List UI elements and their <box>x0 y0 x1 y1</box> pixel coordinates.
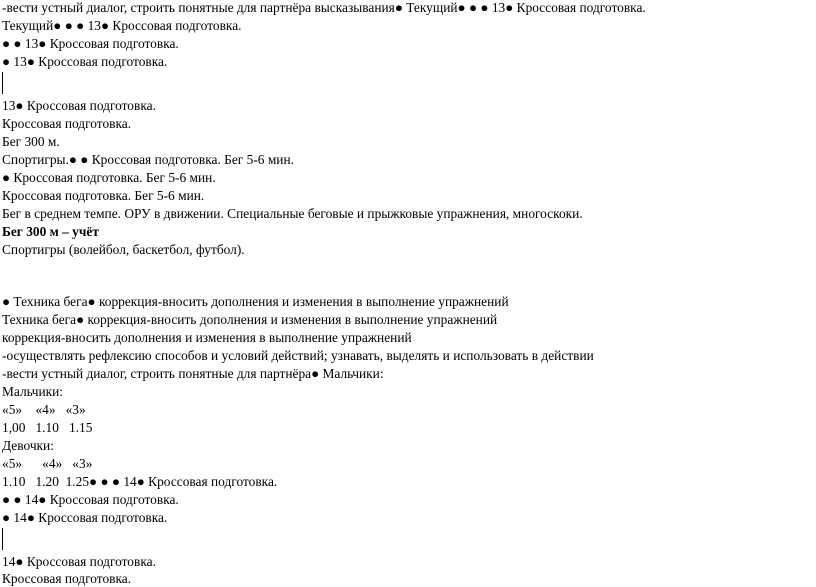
text-line: 14● Кроссовая подготовка. <box>2 554 156 569</box>
text-line: Бег 300 м. <box>2 134 60 149</box>
text-line: 13● Кроссовая подготовка. <box>2 98 156 113</box>
text-line: Спортигры.● ● Кроссовая подготовка. Бег 5-6 мин. <box>2 152 294 167</box>
text-line: ● 13● Кроссовая подготовка. <box>2 54 168 69</box>
text-line: ● 14● Кроссовая подготовка. <box>2 510 168 525</box>
text-line: Спортигры (волейбол, баскетбол, футбол). <box>2 242 245 257</box>
text-line: Текущий● ● ● 13● Кроссовая подготовка. <box>2 18 242 33</box>
text-cursor-bar <box>2 72 3 94</box>
text-cursor-bar <box>2 528 3 550</box>
text-line: ● Кроссовая подготовка. Бег 5-6 мин. <box>2 170 216 185</box>
text-line: -вести устный диалог, строить понятные для партнёра высказывания● Текущий● ● ● 13● Кроссовая подготовка. <box>2 0 646 15</box>
text-line: Кроссовая подготовка. <box>2 116 132 131</box>
text-line: Бег в среднем темпе. ОРУ в движении. Специальные беговые и прыжковые упражнения, многоскоки. <box>2 206 583 221</box>
text-line-bold: Бег 300 м – учёт <box>2 224 99 239</box>
grade-row: «5» «4» «3» <box>2 456 93 471</box>
grade-row: 1.10 1.20 1.25● ● ● 14● Кроссовая подготовка. <box>2 474 278 489</box>
text-line: -вести устный диалог, строить понятные для партнёра● Мальчики: <box>2 366 384 381</box>
grade-row: 1,00 1.10 1.15 <box>2 420 93 435</box>
text-line: Мальчики: <box>2 384 64 399</box>
text-line: Кроссовая подготовка. Бег 5-6 мин. <box>2 188 205 203</box>
text-line: ● ● 13● Кроссовая подготовка. <box>2 36 179 51</box>
text-line: Кроссовая подготовка. <box>2 571 132 586</box>
grade-row: «5» «4» «3» <box>2 402 86 417</box>
text-line: ● Техника бега● коррекция-вносить дополнения и изменения в выполнение упражнений <box>2 294 509 309</box>
text-line: коррекция-вносить дополнения и изменения в выполнение упражнений <box>2 330 412 345</box>
text-line: Девочки: <box>2 438 54 453</box>
text-line: Техника бега● коррекция-вносить дополнения и изменения в выполнение упражнений <box>2 312 498 327</box>
text-line: ● ● 14● Кроссовая подготовка. <box>2 492 179 507</box>
text-line: -осуществлять рефлексию способов и условий действий; узнавать, выделять и использовать в действии <box>2 348 594 363</box>
